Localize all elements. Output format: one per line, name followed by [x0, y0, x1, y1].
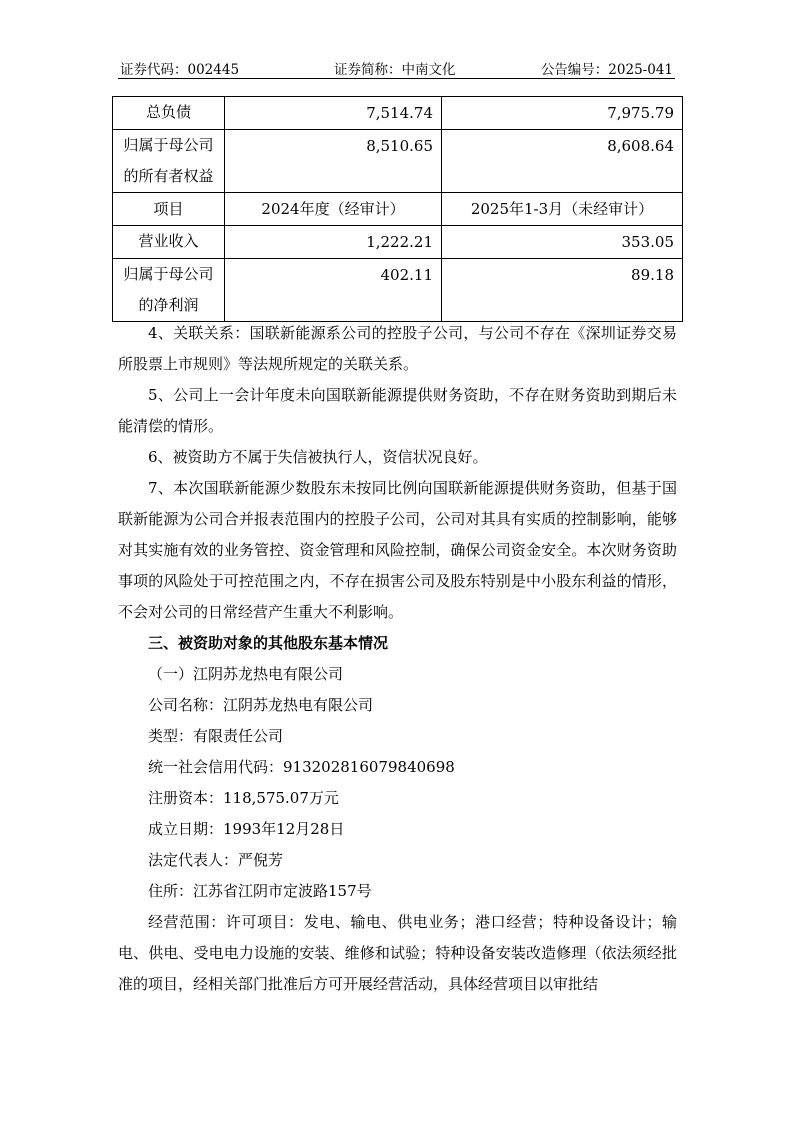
paragraph-credit-status: 6、被资助方不属于失信被执行人，资信状况良好。 — [148, 448, 488, 466]
row-label: 营业收入 — [113, 226, 225, 259]
registered-capital-line: 注册资本：118,575.07万元 — [148, 789, 339, 807]
table-row — [113, 259, 683, 322]
cell-value: 1,222.21 — [225, 226, 442, 259]
table-row — [113, 130, 683, 193]
legal-representative-line: 法定代表人：严倪芳 — [148, 851, 284, 869]
column-header: 2025年1-3月（未经审计） — [442, 193, 683, 226]
row-label: 归属于母公司 的净利润 — [113, 259, 225, 322]
section-heading: 三、被资助对象的其他股东基本情况 — [148, 634, 389, 652]
column-header: 2024年度（经审计） — [225, 193, 442, 226]
financial-table — [112, 96, 683, 322]
founding-date-line: 成立日期：1993年12月28日 — [148, 820, 345, 838]
cell-value: 7,975.79 — [442, 97, 683, 130]
company-name-line: 公司名称：江阴苏龙热电有限公司 — [148, 696, 374, 714]
stock-abbreviation: 证券简称：中南文化 — [334, 62, 456, 78]
row-label: 归属于母公司 的所有者权益 — [113, 130, 225, 193]
document-body — [118, 318, 677, 1000]
address-line: 住所：江苏省江阴市定波路157号 — [148, 882, 372, 900]
cell-value: 402.11 — [225, 259, 442, 322]
credit-code-line: 统一社会信用代码：913202816079840698 — [148, 758, 455, 776]
cell-value: 8,608.64 — [442, 130, 683, 193]
cell-value: 7,514.74 — [225, 97, 442, 130]
table-row — [113, 97, 683, 130]
page-header — [118, 56, 675, 79]
paragraph-risk-statement: 7、本次国联新能源少数股东未按同比例向国联新能源提供财务资助，但基于国联新能源为公司合并报表范围内的控股子公司，公司对其具有实质的控制影响，能够对其实施有效的业务管控、资金管理和风险控制，确保公司资金安全。本次财务资助事项的风险处于可控范围之内，不存在损害公司及股东特别是中小股东利益的情形，不会对公司的日常经营产生重大不利影响。 — [118, 479, 677, 621]
subsection-heading: （一）江阴苏龙热电有限公司 — [148, 665, 344, 683]
cell-value: 353.05 — [442, 226, 683, 259]
table-header-row — [113, 193, 683, 226]
cell-value: 89.18 — [442, 259, 683, 322]
paragraph-related-relationship: 4、关联关系：国联新能源系公司的控股子公司，与公司不存在《深圳证券交易所股票上市规则》等法规所规定的关联关系。 — [118, 324, 677, 373]
stock-code: 证券代码：002445 — [120, 62, 240, 78]
cell-value: 8,510.65 — [225, 130, 442, 193]
paragraph-prior-assistance: 5、公司上一会计年度未向国联新能源提供财务资助，不存在财务资助到期后未能清偿的情形。 — [118, 386, 677, 435]
business-scope-paragraph: 经营范围：许可项目：发电、输电、供电业务；港口经营；特种设备设计；输电、供电、受电电力设施的安装、维修和试验；特种设备安装改造修理（依法须经批准的项目，经相关部门批准后方可开展经营活动，具体经营项目以审批结 — [118, 913, 677, 993]
table-row — [113, 226, 683, 259]
company-type-line: 类型：有限责任公司 — [148, 727, 284, 745]
column-header: 项目 — [113, 193, 225, 226]
announcement-number: 公告编号：2025-041 — [540, 62, 673, 78]
row-label: 总负债 — [113, 97, 225, 130]
